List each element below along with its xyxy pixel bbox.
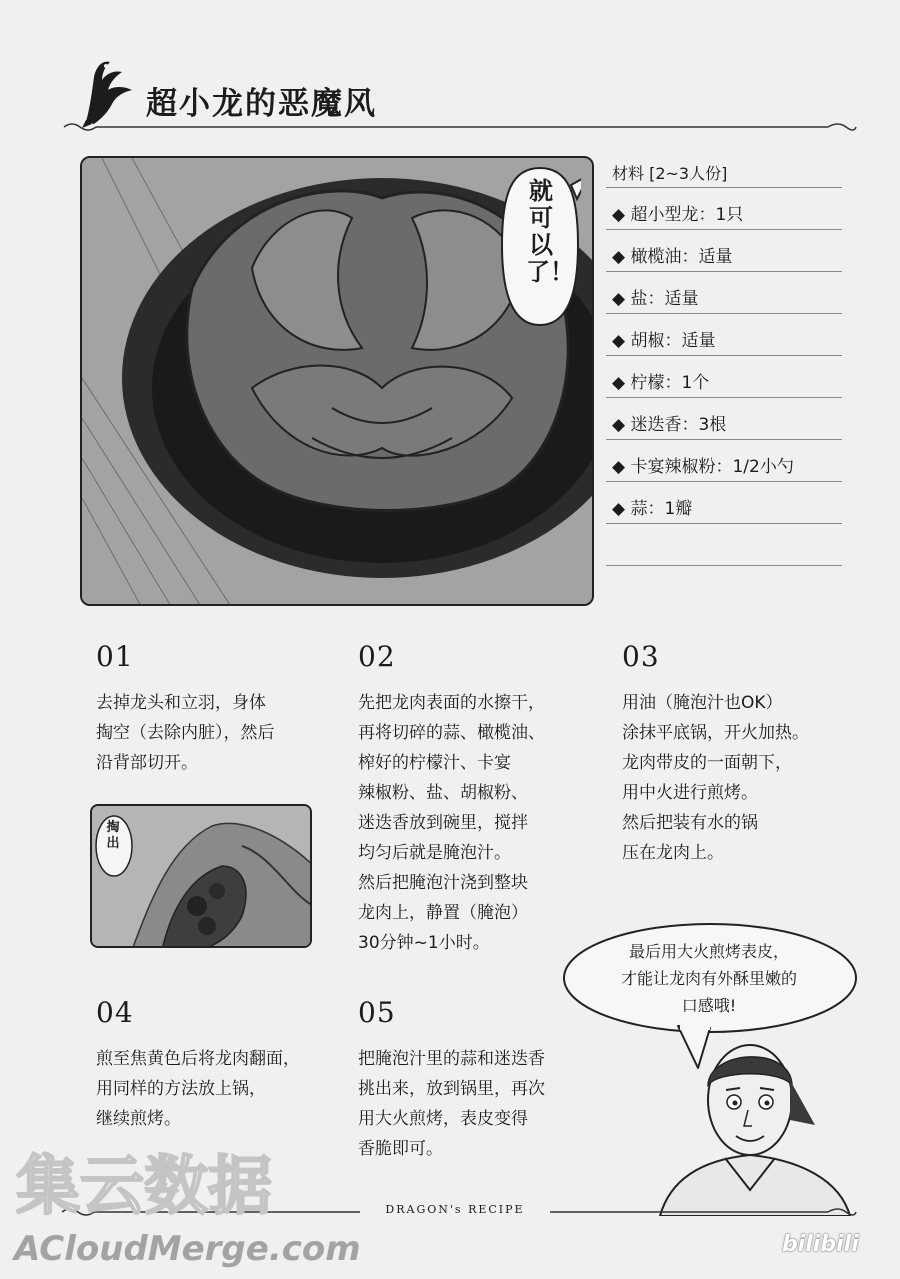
step-number: 02	[358, 640, 396, 673]
step-number: 04	[96, 996, 134, 1029]
rule	[606, 187, 842, 188]
material-item: ◆ 柠檬：1个	[612, 373, 710, 393]
rule	[606, 271, 842, 272]
material-item: ◆ 卡宴辣椒粉：1/2小勺	[612, 457, 794, 477]
watermark	[8, 1140, 378, 1270]
rule	[606, 397, 842, 398]
step-number: 05	[358, 996, 396, 1029]
watermark-line-1: 集云数据	[16, 1150, 272, 1224]
step-text: 用油（腌泡汁也OK） 涂抹平底锅，开火加热。 龙肉带皮的一面朝下， 用中火进行煎烤。 然后把装有水的锅 压在龙肉上。	[622, 693, 809, 863]
step-text: 去掉龙头和立羽，身体 掏空（去除内脏），然后 沿背部切开。	[96, 693, 275, 773]
step-text: 煎至焦黄色后将龙肉翻面， 用同样的方法放上锅， 继续煎烤。	[96, 1049, 300, 1129]
footer-caption: DRAGON's RECIPE	[360, 1203, 550, 1216]
chef-speech-text: 最后用大火煎烤表皮， 才能让龙肉有外酥里嫩的 口感哦!	[620, 942, 797, 1015]
material-item: ◆ 迷迭香：3根	[612, 415, 727, 435]
step-number: 01	[96, 640, 134, 673]
materials-title: 材料 [2~3人份]	[612, 164, 728, 183]
material-item: ◆ 超小型龙：1只	[612, 205, 744, 225]
sfx-label: 掏出	[106, 820, 120, 851]
speech-text: 就可以了！	[526, 177, 574, 286]
material-item: ◆ 蒜：1瓣	[612, 499, 693, 519]
rule	[606, 313, 842, 314]
page-title: 超小龙的恶魔风	[146, 86, 377, 122]
rule	[606, 523, 842, 524]
material-item: ◆ 盐：适量	[612, 289, 699, 309]
rule	[606, 229, 842, 230]
step-text: 把腌泡汁里的蒜和迷迭香 挑出来，放到锅里，再次 用大火煎烤，表皮变得 香脆即可。	[358, 1049, 545, 1159]
header-divider	[58, 120, 858, 134]
material-item: ◆ 橄榄油：适量	[612, 247, 733, 267]
step-number: 03	[622, 640, 660, 673]
chef-character-illustration	[640, 1030, 865, 1216]
rule	[606, 481, 842, 482]
rule	[606, 355, 842, 356]
rule	[606, 565, 842, 566]
bilibili-logo: bilibili	[782, 1232, 859, 1257]
step-text: 先把龙肉表面的水擦干， 再将切碎的蒜、橄榄油、 榨好的柠檬汁、卡宴 辣椒粉、盐、胡椒粉、 迷迭香放到碗里，搅拌 均匀后就是腌泡汁。 然后把腌泡汁浇到整块 龙肉上，静置（腌泡） 30分钟~1小时。	[358, 693, 545, 953]
gutting-drawing	[92, 806, 312, 948]
watermark-line-2: ACloudMerge.com	[14, 1229, 361, 1269]
rule	[606, 439, 842, 440]
material-item: ◆ 胡椒：适量	[612, 331, 716, 351]
